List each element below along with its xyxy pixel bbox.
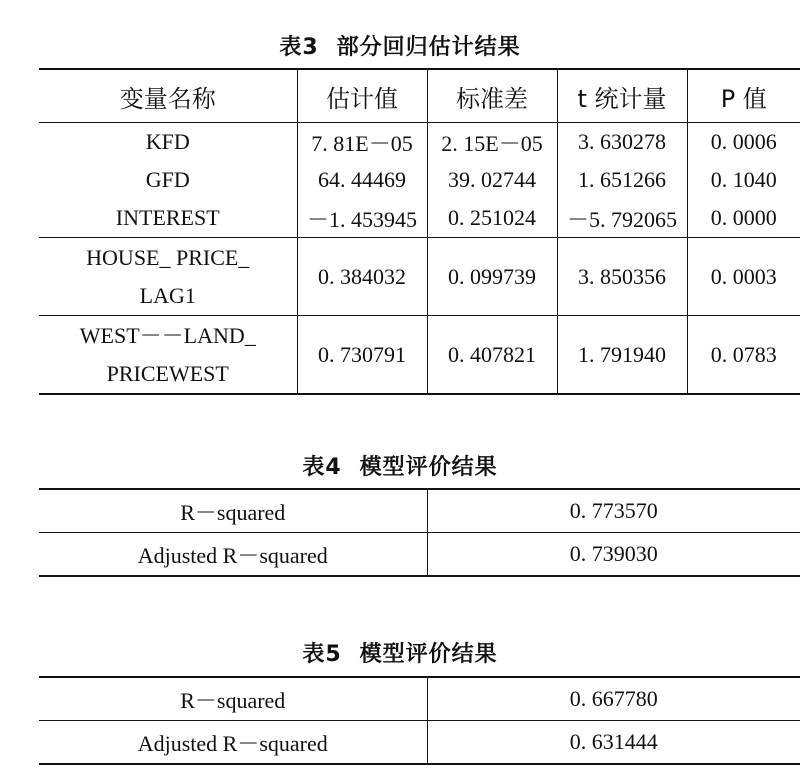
- table4-caption-number: 表4: [302, 455, 342, 480]
- table5-caption-title: 模型评价结果: [359, 642, 498, 667]
- header-t-statistic: t 统计量: [557, 69, 687, 123]
- variable-name: [39, 238, 297, 316]
- t-statistic-cell: 3. 630278: [557, 123, 687, 162]
- t-statistic-cell: 1. 791940: [557, 316, 687, 395]
- p-value-cell: 0. 0000: [687, 199, 800, 238]
- header-estimate: 估计值: [297, 69, 427, 123]
- metric-value: 0. 739030: [427, 533, 800, 577]
- variable-name: GFD: [145, 167, 190, 192]
- table5-caption: [0, 637, 800, 668]
- table-row: [39, 677, 800, 721]
- table-row: [39, 123, 800, 162]
- table-row: [39, 316, 800, 395]
- variable-name-line2: LAG1: [139, 282, 196, 308]
- table-row: [39, 161, 800, 199]
- header-std-error: 标准差: [427, 69, 557, 123]
- variable-name-line2: PRICEWEST: [106, 360, 229, 386]
- table-row: [39, 238, 800, 316]
- estimate-cell: 7. 81E－05: [297, 123, 427, 162]
- table-row: [39, 199, 800, 238]
- t-statistic-cell: －5. 792065: [557, 199, 687, 238]
- p-value-cell: 0. 0006: [687, 123, 800, 162]
- std-error-cell: 0. 099739: [427, 238, 557, 316]
- estimate-cell: 0. 384032: [297, 238, 427, 316]
- std-error-cell: 39. 02744: [427, 161, 557, 199]
- estimate-cell: －1. 453945: [297, 199, 427, 238]
- table-row: [39, 533, 800, 577]
- metric-label: R－squared: [180, 499, 286, 525]
- table4-caption: [0, 450, 800, 481]
- std-error-cell: 0. 251024: [427, 199, 557, 238]
- estimate-cell: 64. 44469: [297, 161, 427, 199]
- variable-name: [39, 316, 297, 395]
- variable-name: KFD: [145, 129, 190, 154]
- variable-name: INTEREST: [115, 205, 220, 230]
- metric-label: Adjusted R－squared: [39, 721, 427, 765]
- regression-results-table: [39, 68, 800, 395]
- metric-label: Adjusted R－squared: [39, 533, 427, 577]
- p-value-cell: 0. 1040: [687, 161, 800, 199]
- table-row: [39, 721, 800, 765]
- model-evaluation-table-5: [39, 676, 800, 765]
- header-variable-name: 变量名称: [39, 69, 297, 123]
- metric-value: 0. 773570: [427, 489, 800, 533]
- p-value-cell: 0. 0783: [687, 316, 800, 395]
- metric-label: R－squared: [180, 687, 286, 713]
- table5-caption-number: 表5: [302, 642, 342, 667]
- table3-caption: [0, 30, 800, 61]
- header-p-value: P 值: [687, 69, 800, 123]
- variable-name-line1: HOUSE_ PRICE_: [86, 244, 250, 270]
- table4-caption-title: 模型评价结果: [359, 455, 498, 480]
- table3-caption-title: 部分回归估计结果: [336, 35, 521, 60]
- table-row: [39, 489, 800, 533]
- table3-caption-number: 表3: [279, 35, 319, 60]
- std-error-cell: 2. 15E－05: [427, 123, 557, 162]
- metric-value: 0. 631444: [427, 721, 800, 765]
- std-error-cell: 0. 407821: [427, 316, 557, 395]
- t-statistic-cell: 3. 850356: [557, 238, 687, 316]
- estimate-cell: 0. 730791: [297, 316, 427, 395]
- table3-header-row: [39, 69, 800, 123]
- metric-value: 0. 667780: [427, 677, 800, 721]
- variable-name-line1: WEST－－LAND_: [79, 322, 256, 348]
- model-evaluation-table-4: [39, 488, 800, 577]
- t-statistic-cell: 1. 651266: [557, 161, 687, 199]
- p-value-cell: 0. 0003: [687, 238, 800, 316]
